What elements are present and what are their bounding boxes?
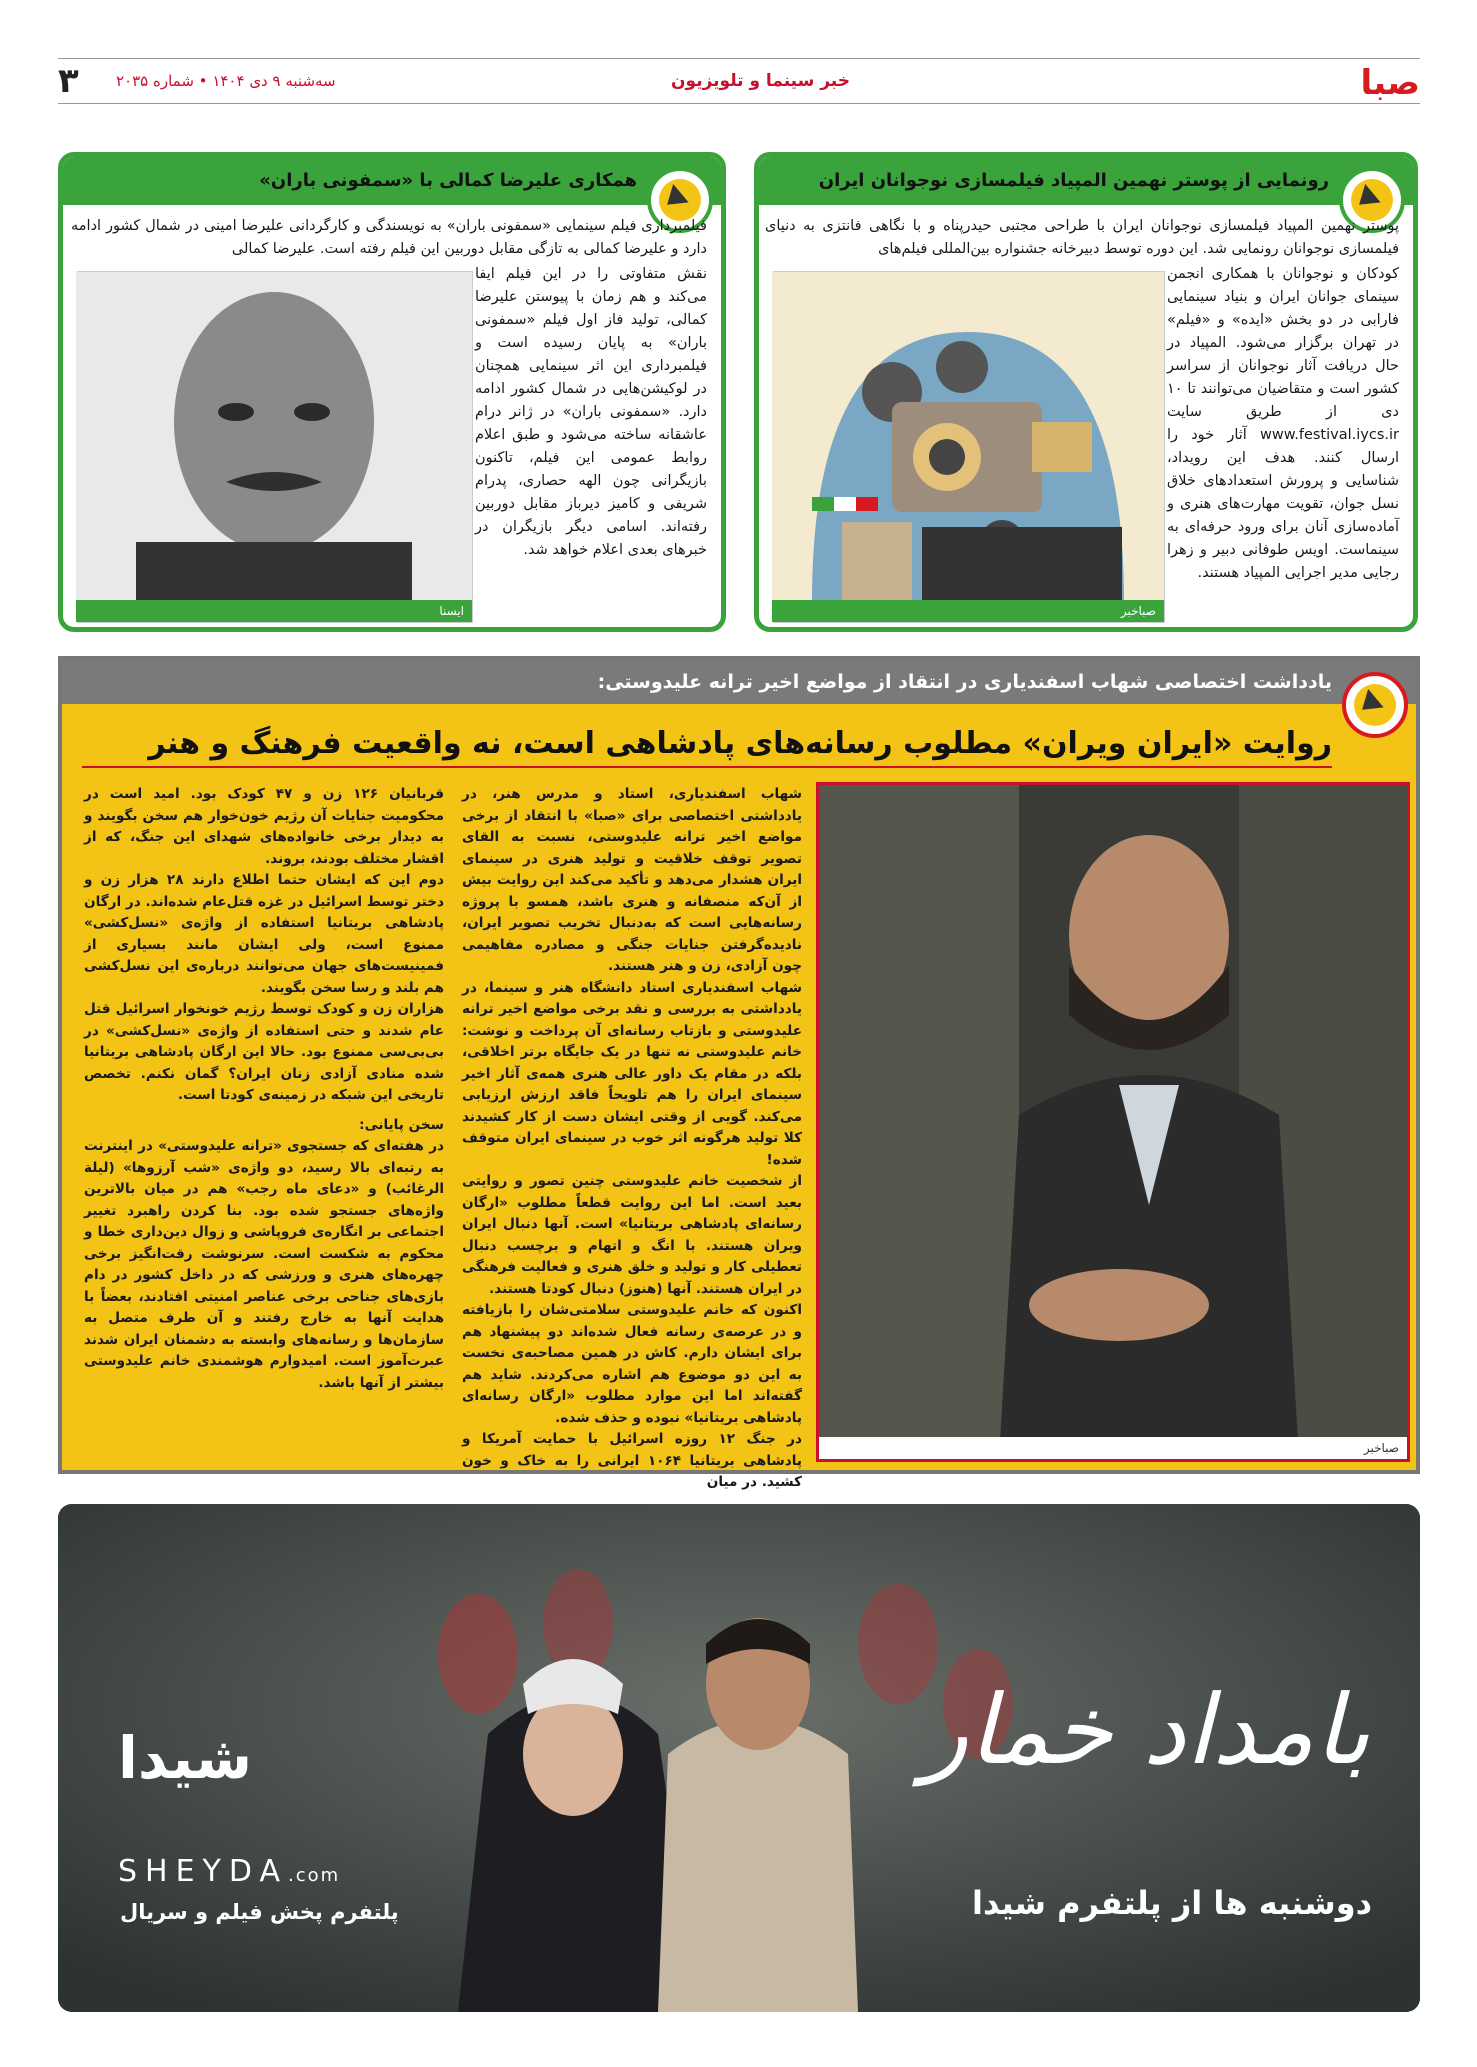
brand-latin: SHEYDA: [118, 1854, 288, 1889]
paragraph: از شخصیت خانم علیدوستی چنین تصور و روایتی بعید است. اما این روایت قطعاً مطلوب «ارگان رسانه‌ای پادشاهی بریتانیا» است. آنها دنبال ایران ویران هستند. با انگ و اتهام و برچسب دنبال تعطیلی کار و تولید و خلق هنری و فعالیت فرهنگی در ایران هستند. آنها (هنوز) دنبال کودتا هستند.: [462, 1173, 802, 1297]
subheading: سخن پایانی:: [359, 1116, 444, 1133]
sheyda-logo: شیدا: [118, 1724, 253, 1792]
story-intro: پوستر نهمین المپیاد فیلمسازی نوجوانان ایران با طراحی مجتبی حیدرپناه و با نگاهی فانتزی به دنیای فیلمسازی نوجوانان رونمایی شد. این دوره توسط دبیرخانه جشنواره بین‌المللی فیلم‌های: [765, 218, 1399, 257]
photo-credit: صباخبر: [819, 1437, 1407, 1459]
story-column: کودکان و نوجوانان با همکاری انجمن سینمای جوانان ایران و بنیاد سینمایی فارابی در دو بخش «ایده» و «فیلم» در تهران برگزار می‌شود. المپیاد در حال دریافت آثار نوجوانان از سراسر کشور است و متقاضیان می‌توانند تا ۱۰ دی از طریق سایت www.festival.iycs.ir آثار خود را ارسال کنند. هدف این رویداد، شناسایی و پرورش استعدادهای خلاق نسل جوان، تقویت مهارت‌های هنری و آماده‌سازی آنان برای ورود حرفه‌ای به سینماست. اویس طوفانی دبیر و زهرا رجایی مدیر اجرایی المپیاد هستند.: [1167, 266, 1399, 581]
story-alireza-kamali: [58, 152, 726, 632]
story-title: همکاری علیرضا کمالی با «سمفونی باران»: [63, 157, 721, 205]
author-photo: [816, 782, 1410, 1462]
paragraph: دوم این که ایشان حتما اطلاع دارند ۲۸ هزار زن و دختر توسط اسرائیل در غزه قتل‌عام شده‌اند. در ارگان پادشاهی بریتانیا استفاده از واژه‌ی «نسل‌کشی» ممنوع است، ولی ایشان مانند بسیاری از فمینیست‌های جهان می‌توانند درباره‌ی این نسل‌کشی هم بلند و رسا سخن بگویند.: [84, 872, 444, 996]
paragraph: هزاران زن و کودک توسط رژیم خونخوار اسرائیل قتل عام شدند و حتی استفاده از واژه‌ی «نسل‌کشی» در بی‌بی‌سی ممنوع بود. حالا این ارگان پادشاهی بریتانیا شده منادی آزادی زنان ایران؟ گمان نکنم. تخصص تاریخی این شبکه در زمینه‌ی کودتا است.: [84, 1001, 444, 1103]
opinion-column-left: [84, 784, 444, 1394]
arrow-badge-icon: [1342, 672, 1408, 738]
opinion-column-middle: [462, 784, 802, 1494]
opinion-kicker: یادداشت اختصاصی شهاب اسفندیاری در انتقاد از مواضع اخیر ترانه علیدوستی:: [62, 660, 1416, 704]
story-intro: فیلمبرداری فیلم سینمایی «سمفونی باران» به نویسندگی و کارگردانی علیرضا امینی در شمال کشور ادامه دارد و علیرضا کمالی به تازگی مقابل دوربین این فیلم رفته است. علیرضا کمالی: [71, 218, 707, 257]
page-number: ۳: [58, 61, 79, 101]
author-portrait-illustration: [819, 785, 1407, 1459]
portrait-illustration: [76, 272, 472, 602]
story-column: نقش متفاوتی را در این فیلم ایفا می‌کند و هم زمان با پیوستن علیرضا کمالی، تولید فاز اول فیلم «سمفونی باران» به پایان رسیده است و فیلمبرداری این اثر سینمایی همچنان در لوکیشن‌هایی در شمال کشور ادامه دارد. «سمفونی باران» در ژانر درام عاشقانه ساخته می‌شود و طبق اعلام روابط عمومی این فیلم، تاکنون بازیگرانی چون الهه حصاری، پدرام شریفی و کامیز دیرباز مقابل دوربین رفته‌اند. اسامی دیگر بازیگران در خبرهای بعدی اعلام خواهد شد.: [475, 266, 707, 558]
sheyda-latin-logo: [118, 1854, 340, 1889]
dateline: سه‌شنبه ۹ دی ۱۴۰۴ • شماره ۲۰۳۵: [116, 72, 336, 90]
page-header: [58, 58, 1420, 104]
sheyda-advertisement[interactable]: [58, 1504, 1420, 2012]
opinion-section: [58, 656, 1420, 1490]
paragraph: قربانیان ۱۲۶ زن و ۴۷ کودک بود. امید است در محکومیت جنایات آن رژیم خون‌خوار هم سخن بگویند و به دیدار برخی خانواده‌های شهدای این جنگ، که از اقشار مختلف بودند، بروند.: [84, 786, 444, 867]
paragraph: شهاب اسفندیاری، استاد و مدرس هنر، در یادداشتی اختصاصی برای «صبا» با انتقاد از برخی مواضع اخیر ترانه علیدوستی، نسبت به القای تصویر توقف خلاقیت و تولید هنری در سینمای ایران هشدار می‌دهد و تأکید می‌کند این روایت بیش از آن‌که منصفانه و هنری باشد، همسو با پروژه رسانه‌هایی است که به‌دنبال تخریب تصویر ایران، نادیده‌گرفتن جنایات جنگی و مصادره مفاهیمی چون آزادی، زن و هنر هستند.: [462, 786, 802, 974]
paragraph: شهاب اسفندیاری استاد دانشگاه هنر و سینما، در یادداشتی به بررسی و نقد برخی مواضع اخیر ترانه علیدوستی و بازتاب رسانه‌ای آن پرداخت و نوشت: خانم علیدوستی نه تنها در یک جایگاه برتر اخلاقی، بلکه در مقام یک داور عالی هنری همه‌ی آثار اخیر سینمای ایران را هم تلویحاً فاقد ارزش ارزیابی می‌کند. گویی از وقتی ایشان دست از کار کشیدند کلا تولید هرگونه اثر خوب در سینمای ایران متوقف شده!: [462, 979, 802, 1168]
olympiad-poster-image: [773, 271, 1165, 623]
section-title: خبر سینما و تلویزیون: [671, 71, 850, 91]
story-title: رونمایی از پوستر نهمین المپیاد فیلمسازی نوجوانان ایران: [759, 157, 1413, 205]
photo-credit: صباخبر: [772, 600, 1164, 622]
brand-domain: .com: [287, 1865, 341, 1886]
paragraph: در جنگ ۱۲ روزه اسرائیل با حمایت آمریکا و پادشاهی بریتانیا ۱۰۶۴ ایرانی را به خاک و خون کشید. در میان: [462, 1431, 802, 1490]
newspaper-logo[interactable]: صبا: [1360, 63, 1420, 103]
opinion-headline: روایت «ایران ویران» مطلوب رسانه‌های پادشاهی است، نه واقعیت فرهنگ و هنر: [82, 722, 1332, 768]
ad-tagline: پلتفرم پخش فیلم و سریال: [120, 1900, 399, 1924]
actor-portrait-photo: [77, 271, 473, 623]
film-camera-illustration: [772, 272, 1164, 602]
story-olympiad-poster: [754, 152, 1418, 632]
paragraph: در هفته‌ای که جستجوی «ترانه علیدوستی» در اینترنت به رتبه‌ای بالا رسید، دو واژه‌ی «شب آرزوها» (لیلة الرغائب) و «دعای ماه رجب» هم در میان بالاترین واژه‌های جستجو شده بود. بنا کردن راهبرد تغییر اجتماعی بر انگاره‌ی فروپاشی و زوال دین‌داری خطا و محکوم به شکست است. سرنوشت رقت‌انگیز برخی چهره‌های هنری و ورزشی که در داخل کشور در دام بازی‌های جناحی برخی عناصر امنیتی افتادند، بعضاً با هدایت آنها به خارج رفتند و آن طرف متصل به سازمان‌ها و رسانه‌های وابسته به دشمنان ایران شدند عبرت‌آموز است. امیدوارم هوشمندی خانم علیدوستی بیشتر از آنها باشد.: [84, 1138, 444, 1391]
photo-credit: ایسنا: [76, 600, 472, 622]
release-info: دوشنبه ها از پلتفرم شیدا: [972, 1884, 1372, 1922]
film-title-calligraphy: بامداد خمار: [921, 1674, 1370, 1786]
paragraph: اکنون که خانم علیدوستی سلامتی‌شان را بازیافته و در عرصه‌ی رسانه فعال شده‌اند دو پیشنهاد هم برای ایشان دارم. کاش در همین مصاحبه‌ی نخست به این دو موضوع هم اشاره می‌کردند. شاید هم گفته‌اند اما این موارد مطلوب «ارگان رسانه‌ای پادشاهی بریتانیا» نبوده و حذف شده.: [462, 1302, 802, 1426]
